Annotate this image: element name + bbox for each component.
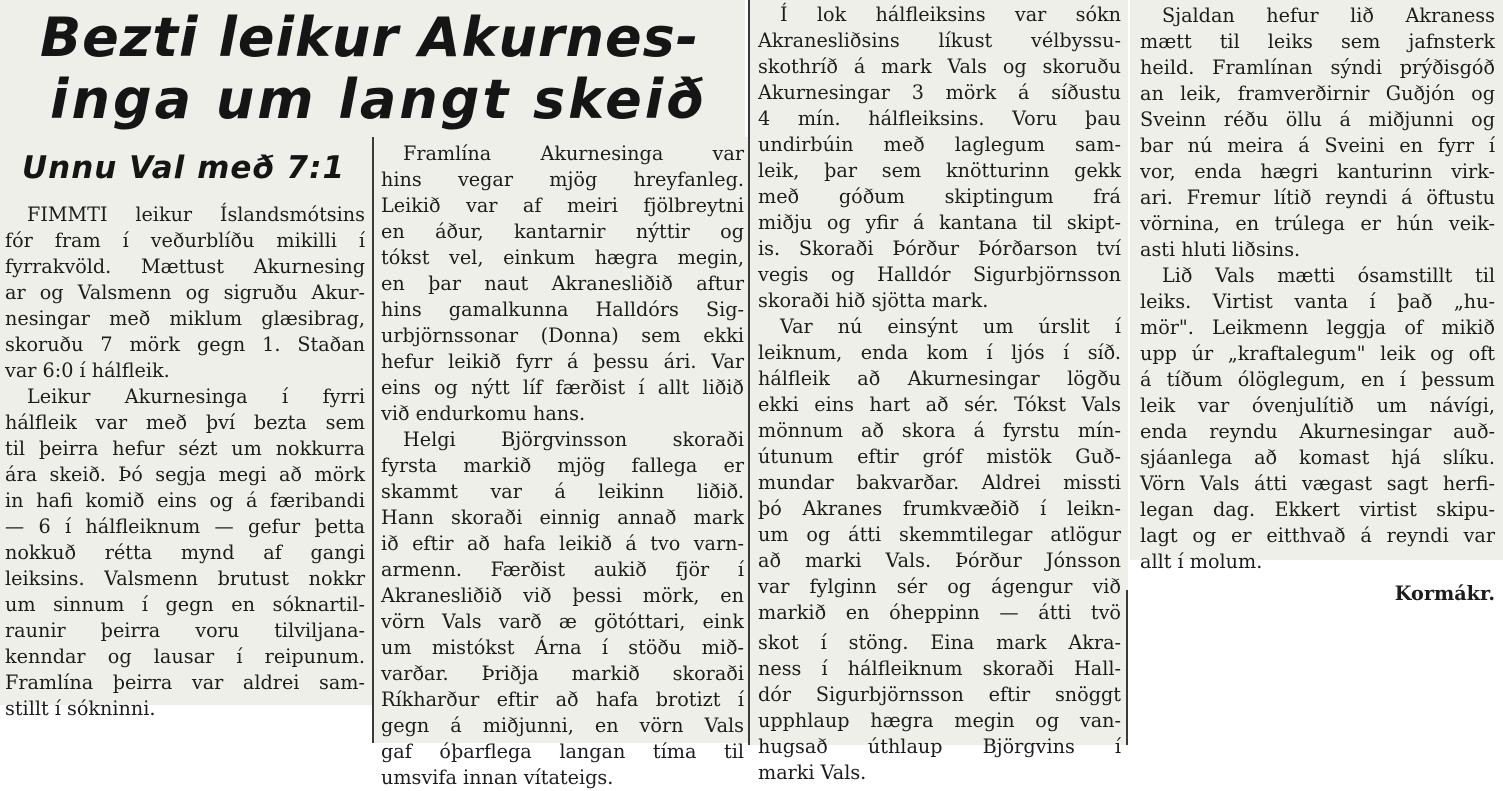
article-line: Framlína Akurnesinga var bbox=[403, 142, 744, 165]
article-line: asti hluti liðsins. bbox=[1140, 238, 1301, 261]
article-line: undirbúin með laglegum sam- bbox=[758, 133, 1121, 156]
article-line: varðar. Þriðja markið skoraði bbox=[381, 662, 744, 685]
article-column-2 bbox=[372, 137, 750, 789]
article-line: um mistókst Árna í stöðu mið- bbox=[381, 636, 744, 659]
article-line: bar nú meira á Sveini en fyrr í bbox=[1140, 134, 1495, 157]
article-line: Í lok hálfleiksins var sókn bbox=[780, 3, 1121, 26]
article-line: við endurkomu hans. bbox=[381, 402, 586, 425]
article-line: vörnina, en trúlega er hún veik- bbox=[1140, 212, 1495, 235]
article-line: miðju og yfir á kantana til skipt- bbox=[758, 211, 1121, 234]
article-line: mætt til leiks sem jafnsterk bbox=[1140, 30, 1495, 53]
article-line: leik var óvenjulítið um návígi, bbox=[1140, 394, 1495, 417]
article-line: Leikur Akurnesinga í fyrri bbox=[27, 385, 365, 408]
article-line: sjáanlega að komast hjá slíku. bbox=[1140, 446, 1495, 469]
article-line: að marki Vals. Þórður Jónsson bbox=[758, 549, 1121, 572]
article-line: hálfleik var með því bezta sem bbox=[5, 411, 365, 434]
article-line: Helgi Björgvinsson skoraði bbox=[403, 428, 744, 451]
column-divider bbox=[748, 0, 750, 745]
article-line: is. Skoraði Þórður Þórðarson tví bbox=[758, 237, 1121, 260]
article-line: — 6 í hálfleiknum — gefur þetta bbox=[5, 515, 365, 538]
article-line: leiks. Virtist vanta í það „hu- bbox=[1140, 290, 1495, 313]
article-line: skammt var á leikinn liðið. bbox=[381, 480, 744, 503]
article-line: hálfleik að Akurnesingar lögðu bbox=[758, 367, 1121, 390]
article-line: tókst vel, einkum hægra megin, bbox=[381, 246, 744, 269]
article-line: umsvifa innan vítateigs. bbox=[381, 766, 614, 789]
article-line: armenn. Færðist aukið fjör í bbox=[381, 558, 744, 581]
article-line: um sinnum í gegn en sóknartil- bbox=[5, 593, 365, 616]
article-line: upp úr „kraftalegum" leik og oft bbox=[1140, 342, 1495, 365]
article-line: Var nú einsýnt um úrslit í bbox=[780, 315, 1121, 338]
article-column-4 bbox=[1130, 0, 1503, 605]
article-line: Akranesliðið við þessi mörk, en bbox=[381, 584, 744, 607]
article-line: stillt í sókninni. bbox=[5, 697, 156, 720]
article-line: Akranesliðsins líkust vélbyssu- bbox=[758, 29, 1121, 52]
article-line: en áður, kantarnir nýttir og bbox=[381, 220, 744, 243]
article-line: Lið Vals mætti ósamstillt til bbox=[1162, 264, 1495, 287]
article-line: leiknum, enda kom í ljós í síð. bbox=[758, 341, 1121, 364]
article-line: lagt og er eitthvað á reyndi var bbox=[1140, 524, 1495, 547]
article-line: um og átti skemmtilegar atlögur bbox=[758, 523, 1121, 546]
article-line: skoruðu 7 mörk gegn 1. Staðan bbox=[5, 333, 365, 356]
article-line: urbjörnssonar (Donna) sem ekki bbox=[381, 324, 744, 347]
article-line: an leik, framverðirnir Guðjón og bbox=[1140, 82, 1495, 105]
article-line: ari. Fremur lítið reyndi á öftustu bbox=[1140, 186, 1495, 209]
subheadline: Unnu Val með 7:1 bbox=[22, 150, 346, 186]
article-line: Akurnesingar 3 mörk á síðustu bbox=[758, 81, 1121, 104]
article-line: vörn Vals varð æ götóttari, eink bbox=[381, 610, 744, 633]
article-line: Framlína þeirra var aldrei sam- bbox=[5, 671, 365, 694]
article-line: á tíðum ólöglegum, en í þessum bbox=[1140, 368, 1495, 391]
article-line: til þeirra hefur sézt um nokkurra bbox=[5, 437, 365, 460]
article-line: Vörn Vals átti vægast sagt herfi- bbox=[1140, 472, 1495, 495]
article-line: fyrrakvöld. Mættust Akurnesing bbox=[5, 255, 365, 278]
article-line: hins gamalkunna Halldórs Sig- bbox=[381, 298, 744, 321]
article-line: gegn á miðjunni, en vörn Vals bbox=[381, 714, 744, 737]
article-line: ið eftir að hafa leikið á tvo varn- bbox=[381, 532, 744, 555]
article-line: með góðum skiptingum frá bbox=[758, 185, 1121, 208]
article-line: en þar naut Akranesliðið aftur bbox=[381, 272, 744, 295]
column-divider bbox=[1126, 590, 1128, 745]
article-line: in hafi komið eins og á færibandi bbox=[5, 489, 365, 512]
article-line: Leikið var af meiri fjölbreytni bbox=[381, 194, 744, 217]
article-line: Sveinn réðu öllu á miðjunni og bbox=[1140, 108, 1495, 131]
article-line: fór fram í veðurblíðu mikilli í bbox=[5, 229, 365, 252]
article-line: þó Akranes frumkvæðið í leikn- bbox=[758, 497, 1121, 520]
article-line: nokkuð rétta mynd af gangi bbox=[5, 541, 365, 564]
headline-line-1: Bezti leikur Akurnes- bbox=[40, 6, 700, 69]
article-line: vegis og Halldór Sigurbjörnsson bbox=[758, 263, 1121, 286]
article-line: legan dag. Ekkert virtist skipu- bbox=[1140, 498, 1495, 521]
article-line: ekki eins hart að sér. Tókst Vals bbox=[758, 393, 1121, 416]
article-line: var 6:0 í hálfleik. bbox=[5, 359, 170, 382]
article-line: Hann skoraði einnig annað mark bbox=[381, 506, 744, 529]
article-line: gaf óþarflega langan tíma til bbox=[381, 740, 744, 763]
article-line: fyrsta markið mjög fallega er bbox=[381, 454, 744, 477]
article-line: ar og Valsmenn og sigruðu Akur- bbox=[5, 281, 365, 304]
article-line: mönnum að skora á fyrstu mín- bbox=[758, 419, 1121, 442]
article-column-1 bbox=[0, 196, 372, 720]
article-line: 4 mín. hálfleiksins. Voru þau bbox=[758, 107, 1121, 130]
article-line: leik, þar sem knötturinn gekk bbox=[758, 159, 1121, 182]
article-line: ára skeið. Þó segja megi að mörk bbox=[5, 463, 365, 486]
article-column-3 bbox=[750, 0, 1128, 784]
article-line: nesingar með miklum glæsibrag, bbox=[5, 307, 365, 330]
article-line: skoraði hið sjötta mark. bbox=[758, 289, 989, 312]
article-line: FIMMTI leikur Íslandsmótsins bbox=[27, 203, 365, 226]
article-line: upphlaup hægra megin og van- bbox=[758, 709, 1121, 732]
article-line: Ríkharður eftir að hafa brotizt í bbox=[381, 688, 744, 711]
article-line: vor, enda hægri kanturinn virk- bbox=[1140, 160, 1495, 183]
article-line: allt í molum. bbox=[1140, 550, 1263, 573]
article-line: ness í hálfleiknum skoraði Hall- bbox=[758, 657, 1121, 680]
article-line: mör". Leikmenn leggja of mikið bbox=[1140, 316, 1495, 339]
article-line: skothríð á mark Vals og skoruðu bbox=[758, 55, 1121, 78]
column-divider bbox=[372, 137, 374, 743]
article-line: enda reyndu Akurnesingar auð- bbox=[1140, 420, 1495, 443]
article-line: markið en óheppinn — átti tvö bbox=[758, 601, 1121, 624]
article-line: heild. Framlínan sýndi prýðisgóð bbox=[1140, 56, 1495, 79]
article-line: eins og nýtt líf færðist í allt liðið bbox=[381, 376, 744, 399]
article-line: Sjaldan hefur lið Akraness bbox=[1162, 4, 1495, 27]
article-line: raunir þeirra voru tilviljana- bbox=[5, 619, 365, 642]
article-line: skot í stöng. Eina mark Akra- bbox=[758, 631, 1121, 654]
article-line: hefur leikið fyrr á þessu ári. Var bbox=[381, 350, 744, 373]
article-line: var fylginn sér og ágengur við bbox=[758, 575, 1121, 598]
article-line: hugsað úthlaup Björgvins í bbox=[758, 735, 1121, 758]
headline-line-2: inga um langt skeið bbox=[50, 68, 707, 131]
author-signature: Kormákr. bbox=[1394, 582, 1495, 605]
article-line: kenndar og lausar í reipunum. bbox=[5, 645, 365, 668]
article-line: mundar bakvarðar. Aldrei missti bbox=[758, 471, 1121, 494]
article-line: dór Sigurbjörnsson eftir snöggt bbox=[758, 683, 1121, 706]
article-line: útunum eftir gróf mistök Guð- bbox=[758, 445, 1121, 468]
article-line: marki Vals. bbox=[758, 761, 867, 784]
article-line: hins vegar mjög hreyfanleg. bbox=[381, 168, 744, 191]
article-line: leiksins. Valsmenn brutust nokkr bbox=[5, 567, 365, 590]
